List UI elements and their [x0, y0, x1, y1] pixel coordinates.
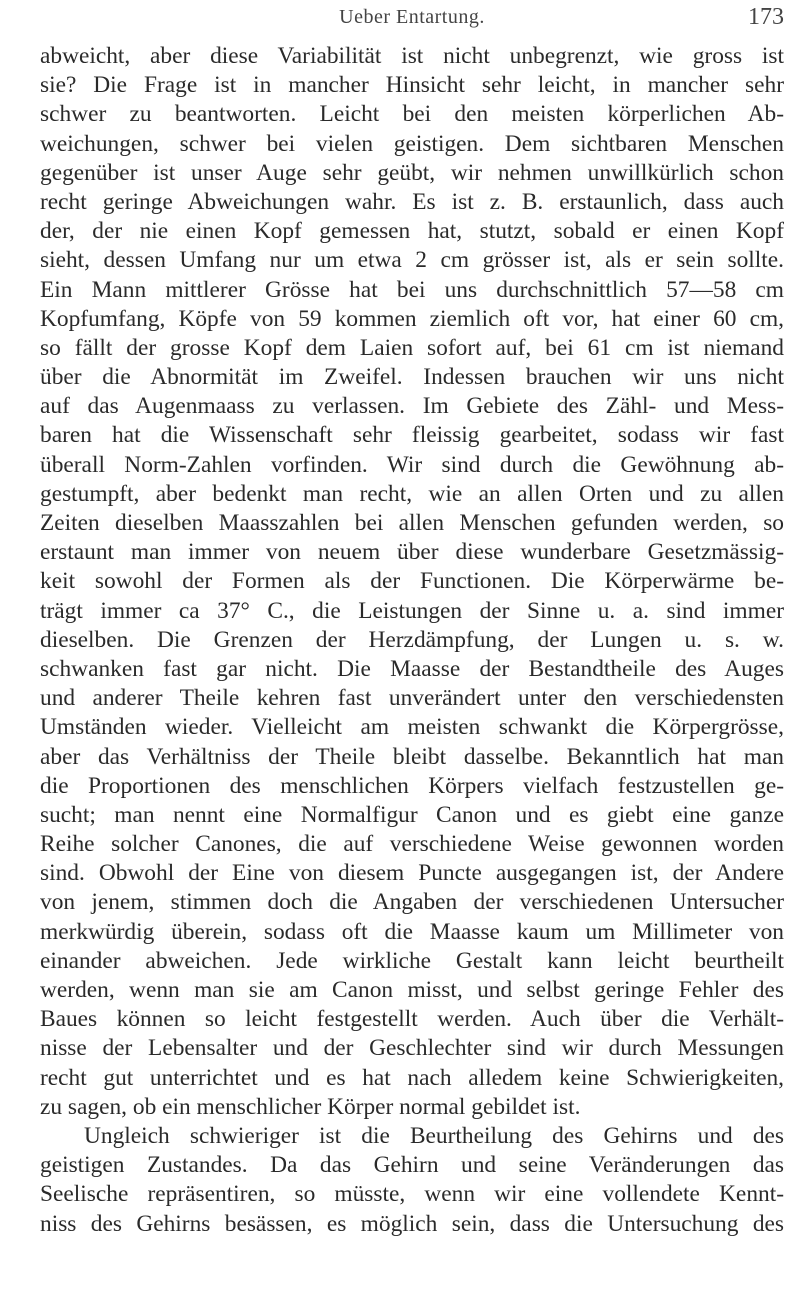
text-line: gegenüber ist unser Auge sehr geübt, wir nehmen unwillkürlich schon [40, 159, 784, 186]
paragraph-start-line: Ungleich schwieriger ist die Beurtheilung des Gehirns und des [84, 1122, 784, 1149]
text-line: sind. Obwohl der Eine von diesem Puncte ausgegangen ist, der Andere [40, 860, 784, 887]
body-text [40, 42, 784, 1239]
text-line: trägt immer ca 37° C., die Leistungen der Sinne u. a. sind immer [40, 597, 784, 624]
text-line: recht geringe Abweichungen wahr. Es ist z. B. erstaunlich, dass auch [40, 188, 784, 215]
text-line: von jenem, stimmen doch die Angaben der verschiedenen Untersucher [40, 889, 784, 916]
text-line: nisse der Lebensalter und der Geschlechter sind wir durch Messungen [40, 1035, 784, 1062]
text-line: baren hat die Wissenschaft sehr fleissig gearbeitet, sodass wir fast [40, 422, 784, 449]
text-line: sie? Die Frage ist in mancher Hinsicht sehr leicht, in mancher sehr [40, 72, 784, 99]
text-line: Baues können so leicht festgestellt werden. Auch über die Verhält- [40, 1006, 784, 1033]
text-line: überall Norm-Zahlen vorfinden. Wir sind durch die Gewöhnung ab- [40, 451, 784, 478]
text-line: und anderer Theile kehren fast unverändert unter den verschiedensten [40, 685, 784, 712]
text-line: keit sowohl der Formen als der Functionen. Die Körperwärme be- [40, 568, 784, 595]
text-line: weichungen, schwer bei vielen geistigen. Dem sichtbaren Menschen [40, 130, 784, 157]
text-line: schwer zu beantworten. Leicht bei den meisten körperlichen Ab- [40, 101, 784, 128]
paragraph-end-line: zu sagen, ob ein menschlicher Körper normal gebildet ist. [40, 1093, 581, 1120]
text-line: merkwürdig überein, sodass oft die Maasse kaum um Millimeter von [40, 918, 784, 945]
text-line: gestumpft, aber bedenkt man recht, wie an allen Orten und zu allen [40, 480, 784, 507]
text-line: erstaunt man immer von neuem über diese wunderbare Gesetzmässig- [40, 539, 784, 566]
text-line: so fällt der grosse Kopf dem Laien sofort auf, bei 61 cm ist niemand [40, 334, 784, 361]
page-number: 173 [748, 4, 784, 30]
text-line: niss des Gehirns besässen, es möglich sein, dass die Untersuchung des [40, 1210, 784, 1237]
text-line: auf das Augenmaass zu verlassen. Im Gebiete des Zähl- und Mess- [40, 393, 784, 420]
text-line: über die Abnormität im Zweifel. Indessen brauchen wir uns nicht [40, 364, 784, 391]
text-line: recht gut unterrichtet und es hat nach alledem keine Schwierigkeiten, [40, 1064, 784, 1091]
text-line: Kopfumfang, Köpfe von 59 kommen ziemlich oft vor, hat einer 60 cm, [40, 305, 784, 332]
text-line: geistigen Zustandes. Da das Gehirn und seine Veränderungen das [40, 1152, 784, 1179]
text-line: sucht; man nennt eine Normalfigur Canon und es giebt eine ganze [40, 801, 784, 828]
text-line: sieht, dessen Umfang nur um etwa 2 cm grösser ist, als er sein sollte. [40, 247, 784, 274]
running-title: Ueber Entartung. [339, 6, 485, 28]
text-line: dieselben. Die Grenzen der Herzdämpfung, der Lungen u. s. w. [40, 626, 784, 653]
running-head [40, 6, 784, 36]
text-line: schwanken fast gar nicht. Die Maasse der Bestandtheile des Auges [40, 655, 784, 682]
text-line: der, der nie einen Kopf gemessen hat, stutzt, sobald er einen Kopf [40, 218, 784, 245]
text-line: Umständen wieder. Vielleicht am meisten schwankt die Körpergrösse, [40, 714, 784, 741]
text-line: werden, wenn man sie am Canon misst, und selbst geringe Fehler des [40, 977, 784, 1003]
text-line: aber das Verhältniss der Theile bleibt dasselbe. Bekanntlich hat man [40, 743, 784, 770]
text-line: abweicht, aber diese Variabilität ist nicht unbegrenzt, wie gross ist [40, 43, 784, 69]
text-line: Zeiten dieselben Maasszahlen bei allen Menschen gefunden werden, so [40, 510, 784, 536]
text-line: die Proportionen des menschlichen Körpers vielfach festzustellen ge- [40, 772, 784, 799]
text-line: einander abweichen. Jede wirkliche Gestalt kann leicht beurtheilt [40, 947, 784, 974]
text-line: Ein Mann mittlerer Grösse hat bei uns durchschnittlich 57—58 cm [40, 276, 784, 303]
text-line: Seelische repräsentiren, so müsste, wenn wir eine vollendete Kennt- [40, 1181, 784, 1208]
text-line: Reihe solcher Canones, die auf verschiedene Weise gewonnen worden [40, 831, 784, 858]
book-page [40, 0, 784, 1307]
